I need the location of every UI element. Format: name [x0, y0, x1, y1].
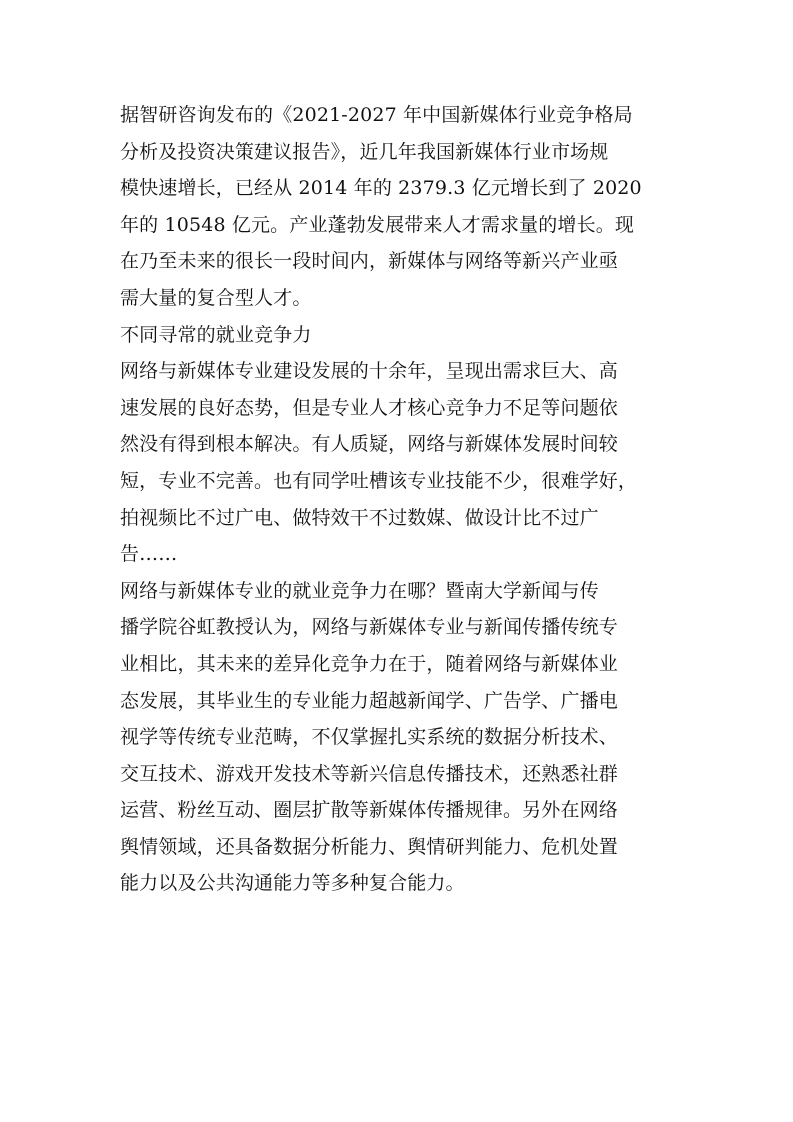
- text-line: 网络与新媒体专业的就业竞争力在哪？暨南大学新闻与传: [120, 579, 599, 602]
- document-body: [120, 97, 680, 902]
- text-line: 据智研咨询发布的《2021-2027 年中国新媒体行业竞争格局: [120, 104, 633, 126]
- text-line: 运营、粉丝互动、圈层扩散等新媒体传播规律。另外在网络: [120, 799, 618, 822]
- text-line: 态发展，其毕业生的专业能力超越新闻学、广告学、广播电: [120, 689, 618, 712]
- text-line: 告……: [120, 543, 178, 566]
- text-line: 年的 10548 亿元。产业蓬勃发展带来人才需求量的增长。现: [120, 213, 635, 236]
- text-line: 短，专业不完善。也有同学吐槽该专业技能不少，很难学好，: [120, 469, 638, 492]
- paragraph-competitiveness-issues: [120, 353, 680, 573]
- paragraph-professor-view: [120, 573, 680, 902]
- text-line: 视学等传统专业范畴，不仅掌握扎实系统的数据分析技术、: [120, 726, 618, 749]
- text-line: 交互技术、游戏开发技术等新兴信息传播技术，还熟悉社群: [120, 762, 618, 785]
- text-line: 速发展的良好态势，但是专业人才核心竞争力不足等问题依: [120, 396, 618, 419]
- heading-line: 不同寻常的就业竞争力: [120, 323, 312, 346]
- text-line: 拍视频比不过广电、做特效干不过数媒、做设计比不过广: [120, 506, 599, 529]
- text-line: 分析及投资决策建议报告》，近几年我国新媒体行业市场规: [120, 140, 609, 163]
- text-line: 然没有得到根本解决。有人质疑，网络与新媒体发展时间较: [120, 433, 618, 456]
- text-line: 需大量的复合型人才。: [120, 286, 312, 309]
- text-line: 在乃至未来的很长一段时间内，新媒体与网络等新兴产业亟: [120, 250, 618, 273]
- text-line: 舆情领域，还具备数据分析能力、舆情研判能力、危机处置: [120, 835, 618, 858]
- text-line: 播学院谷虹教授认为，网络与新媒体专业与新闻传播传统专: [120, 616, 618, 639]
- text-line: 能力以及公共沟通能力等多种复合能力。: [120, 872, 465, 895]
- paragraph-market-growth: [120, 97, 680, 317]
- text-line: 模快速增长，已经从 2014 年的 2379.3 亿元增长到了 2020: [120, 177, 642, 200]
- text-line: 业相比，其未来的差异化竞争力在于，随着网络与新媒体业: [120, 652, 618, 675]
- section-heading: [120, 317, 680, 354]
- text-line: 网络与新媒体专业建设发展的十余年，呈现出需求巨大、高: [120, 360, 618, 383]
